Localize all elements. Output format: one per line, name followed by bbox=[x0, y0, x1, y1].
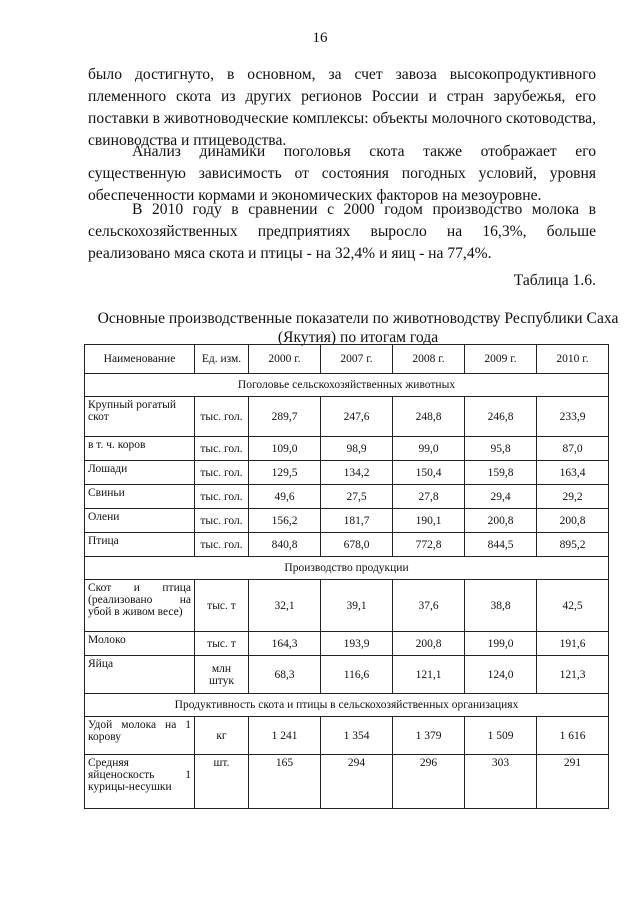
cell-2000: 1 241 bbox=[249, 717, 321, 755]
cell-2000: 109,0 bbox=[249, 437, 321, 461]
cell-2009: 95,8 bbox=[465, 437, 537, 461]
cell-2010: 29,2 bbox=[537, 485, 609, 509]
cell-2007: 116,6 bbox=[321, 656, 393, 694]
row-unit: тыс. гол. bbox=[195, 461, 249, 485]
paragraph-2: Анализ динамики поголовья скота также отображает его существенную зависимость от состояния погодных условий, уровня обеспеченности кормами и экономических факторов на мезоуровне. bbox=[88, 143, 596, 204]
cell-2007: 1 354 bbox=[321, 717, 393, 755]
cell-2000: 165 bbox=[249, 755, 321, 809]
cell-2008: 200,8 bbox=[393, 632, 465, 656]
row-unit: тыс. гол. bbox=[195, 485, 249, 509]
cell-2010: 42,5 bbox=[537, 580, 609, 632]
table-row bbox=[85, 461, 609, 485]
table-row bbox=[85, 580, 609, 632]
cell-2000: 164,3 bbox=[249, 632, 321, 656]
row-unit: тыс. гол. bbox=[195, 533, 249, 557]
row-name: Птица bbox=[85, 533, 195, 557]
cell-2008: 37,6 bbox=[393, 580, 465, 632]
row-name: Олени bbox=[85, 509, 195, 533]
cell-2007: 39,1 bbox=[321, 580, 393, 632]
row-name: Яйца bbox=[85, 656, 195, 694]
section-title: Производство продукции bbox=[85, 557, 609, 580]
cell-2007: 247,6 bbox=[321, 397, 393, 437]
row-name: Крупный рогатый скот bbox=[85, 397, 195, 437]
cell-2000: 49,6 bbox=[249, 485, 321, 509]
header-2009: 2009 г. bbox=[465, 345, 537, 374]
cell-2007: 134,2 bbox=[321, 461, 393, 485]
table-row bbox=[85, 485, 609, 509]
cell-2008: 772,8 bbox=[393, 533, 465, 557]
cell-2010: 200,8 bbox=[537, 509, 609, 533]
cell-2010: 121,3 bbox=[537, 656, 609, 694]
table-row bbox=[85, 755, 609, 809]
row-name: Скот и птица (реализовано на убой в живом весе) bbox=[85, 580, 195, 632]
cell-2007: 193,9 bbox=[321, 632, 393, 656]
header-2008: 2008 г. bbox=[393, 345, 465, 374]
row-unit: тыс. гол. bbox=[195, 397, 249, 437]
cell-2007: 181,7 bbox=[321, 509, 393, 533]
cell-2007: 294 bbox=[321, 755, 393, 809]
cell-2008: 121,1 bbox=[393, 656, 465, 694]
table-row bbox=[85, 509, 609, 533]
header-2000: 2000 г. bbox=[249, 345, 321, 374]
row-name: Лошади bbox=[85, 461, 195, 485]
row-unit: шт. bbox=[195, 755, 249, 809]
row-unit: тыс. гол. bbox=[195, 509, 249, 533]
cell-2009: 844,5 bbox=[465, 533, 537, 557]
section-row bbox=[85, 557, 609, 580]
cell-2000: 840,8 bbox=[249, 533, 321, 557]
cell-2000: 289,7 bbox=[249, 397, 321, 437]
row-name: Удой молока на 1 корову bbox=[85, 717, 195, 755]
cell-2008: 248,8 bbox=[393, 397, 465, 437]
cell-2007: 27,5 bbox=[321, 485, 393, 509]
cell-2009: 124,0 bbox=[465, 656, 537, 694]
row-unit: тыс. т bbox=[195, 580, 249, 632]
cell-2010: 191,6 bbox=[537, 632, 609, 656]
table-row bbox=[85, 717, 609, 755]
page-number: 16 bbox=[312, 30, 328, 46]
cell-2010: 87,0 bbox=[537, 437, 609, 461]
cell-2009: 200,8 bbox=[465, 509, 537, 533]
cell-2010: 291 bbox=[537, 755, 609, 809]
row-name: Средняя яйценоскость 1 курицы-несушки bbox=[85, 755, 195, 809]
paragraph-1: было достигнуто, в основном, за счет завоза высокопродуктивного племенного скота из других регионов России и стран зарубежья, его поставки в животноводческие комплексы: объекты молочного скотоводства, свиноводства и птицеводства. bbox=[88, 66, 596, 149]
table-row bbox=[85, 632, 609, 656]
row-unit: тыс. т bbox=[195, 632, 249, 656]
cell-2010: 163,4 bbox=[537, 461, 609, 485]
row-unit: млн штук bbox=[195, 656, 249, 694]
cell-2008: 1 379 bbox=[393, 717, 465, 755]
table-label: Таблица 1.6. bbox=[513, 272, 596, 289]
livestock-table bbox=[84, 344, 609, 809]
header-2007: 2007 г. bbox=[321, 345, 393, 374]
cell-2010: 233,9 bbox=[537, 397, 609, 437]
header-unit: Ед. изм. bbox=[195, 345, 249, 374]
section-row bbox=[85, 694, 609, 717]
cell-2008: 190,1 bbox=[393, 509, 465, 533]
cell-2008: 99,0 bbox=[393, 437, 465, 461]
cell-2009: 1 509 bbox=[465, 717, 537, 755]
row-name: Свиньи bbox=[85, 485, 195, 509]
cell-2008: 150,4 bbox=[393, 461, 465, 485]
cell-2009: 29,4 bbox=[465, 485, 537, 509]
cell-2009: 159,8 bbox=[465, 461, 537, 485]
section-title: Поголовье сельскохозяйственных животных bbox=[85, 374, 609, 397]
table-row bbox=[85, 437, 609, 461]
row-name: Молоко bbox=[85, 632, 195, 656]
cell-2009: 38,8 bbox=[465, 580, 537, 632]
table-header-row bbox=[85, 345, 609, 374]
table-row bbox=[85, 656, 609, 694]
row-unit: тыс. гол. bbox=[195, 437, 249, 461]
table-title: Основные производственные показатели по животноводству Республики Саха (Якутия) по итогам года bbox=[97, 310, 619, 346]
paragraph-3: В 2010 году в сравнении с 2000 годом производство молока в сельскохозяйственных предприятиях выросло на 16,3%, больше реализовано мяса скота и птицы - на 32,4% и яиц - на 77,4%. bbox=[88, 201, 596, 262]
row-name: в т. ч. коров bbox=[85, 437, 195, 461]
header-name: Наименование bbox=[85, 345, 195, 374]
cell-2009: 246,8 bbox=[465, 397, 537, 437]
section-title: Продуктивность скота и птицы в сельскохозяйственных организациях bbox=[85, 694, 609, 717]
cell-2000: 32,1 bbox=[249, 580, 321, 632]
cell-2010: 1 616 bbox=[537, 717, 609, 755]
cell-2009: 303 bbox=[465, 755, 537, 809]
cell-2010: 895,2 bbox=[537, 533, 609, 557]
section-row bbox=[85, 374, 609, 397]
cell-2007: 98,9 bbox=[321, 437, 393, 461]
header-2010: 2010 г. bbox=[537, 345, 609, 374]
cell-2008: 27,8 bbox=[393, 485, 465, 509]
cell-2008: 296 bbox=[393, 755, 465, 809]
cell-2009: 199,0 bbox=[465, 632, 537, 656]
cell-2007: 678,0 bbox=[321, 533, 393, 557]
row-unit: кг bbox=[195, 717, 249, 755]
table-row bbox=[85, 533, 609, 557]
cell-2000: 156,2 bbox=[249, 509, 321, 533]
cell-2000: 68,3 bbox=[249, 656, 321, 694]
cell-2000: 129,5 bbox=[249, 461, 321, 485]
table-row bbox=[85, 397, 609, 437]
